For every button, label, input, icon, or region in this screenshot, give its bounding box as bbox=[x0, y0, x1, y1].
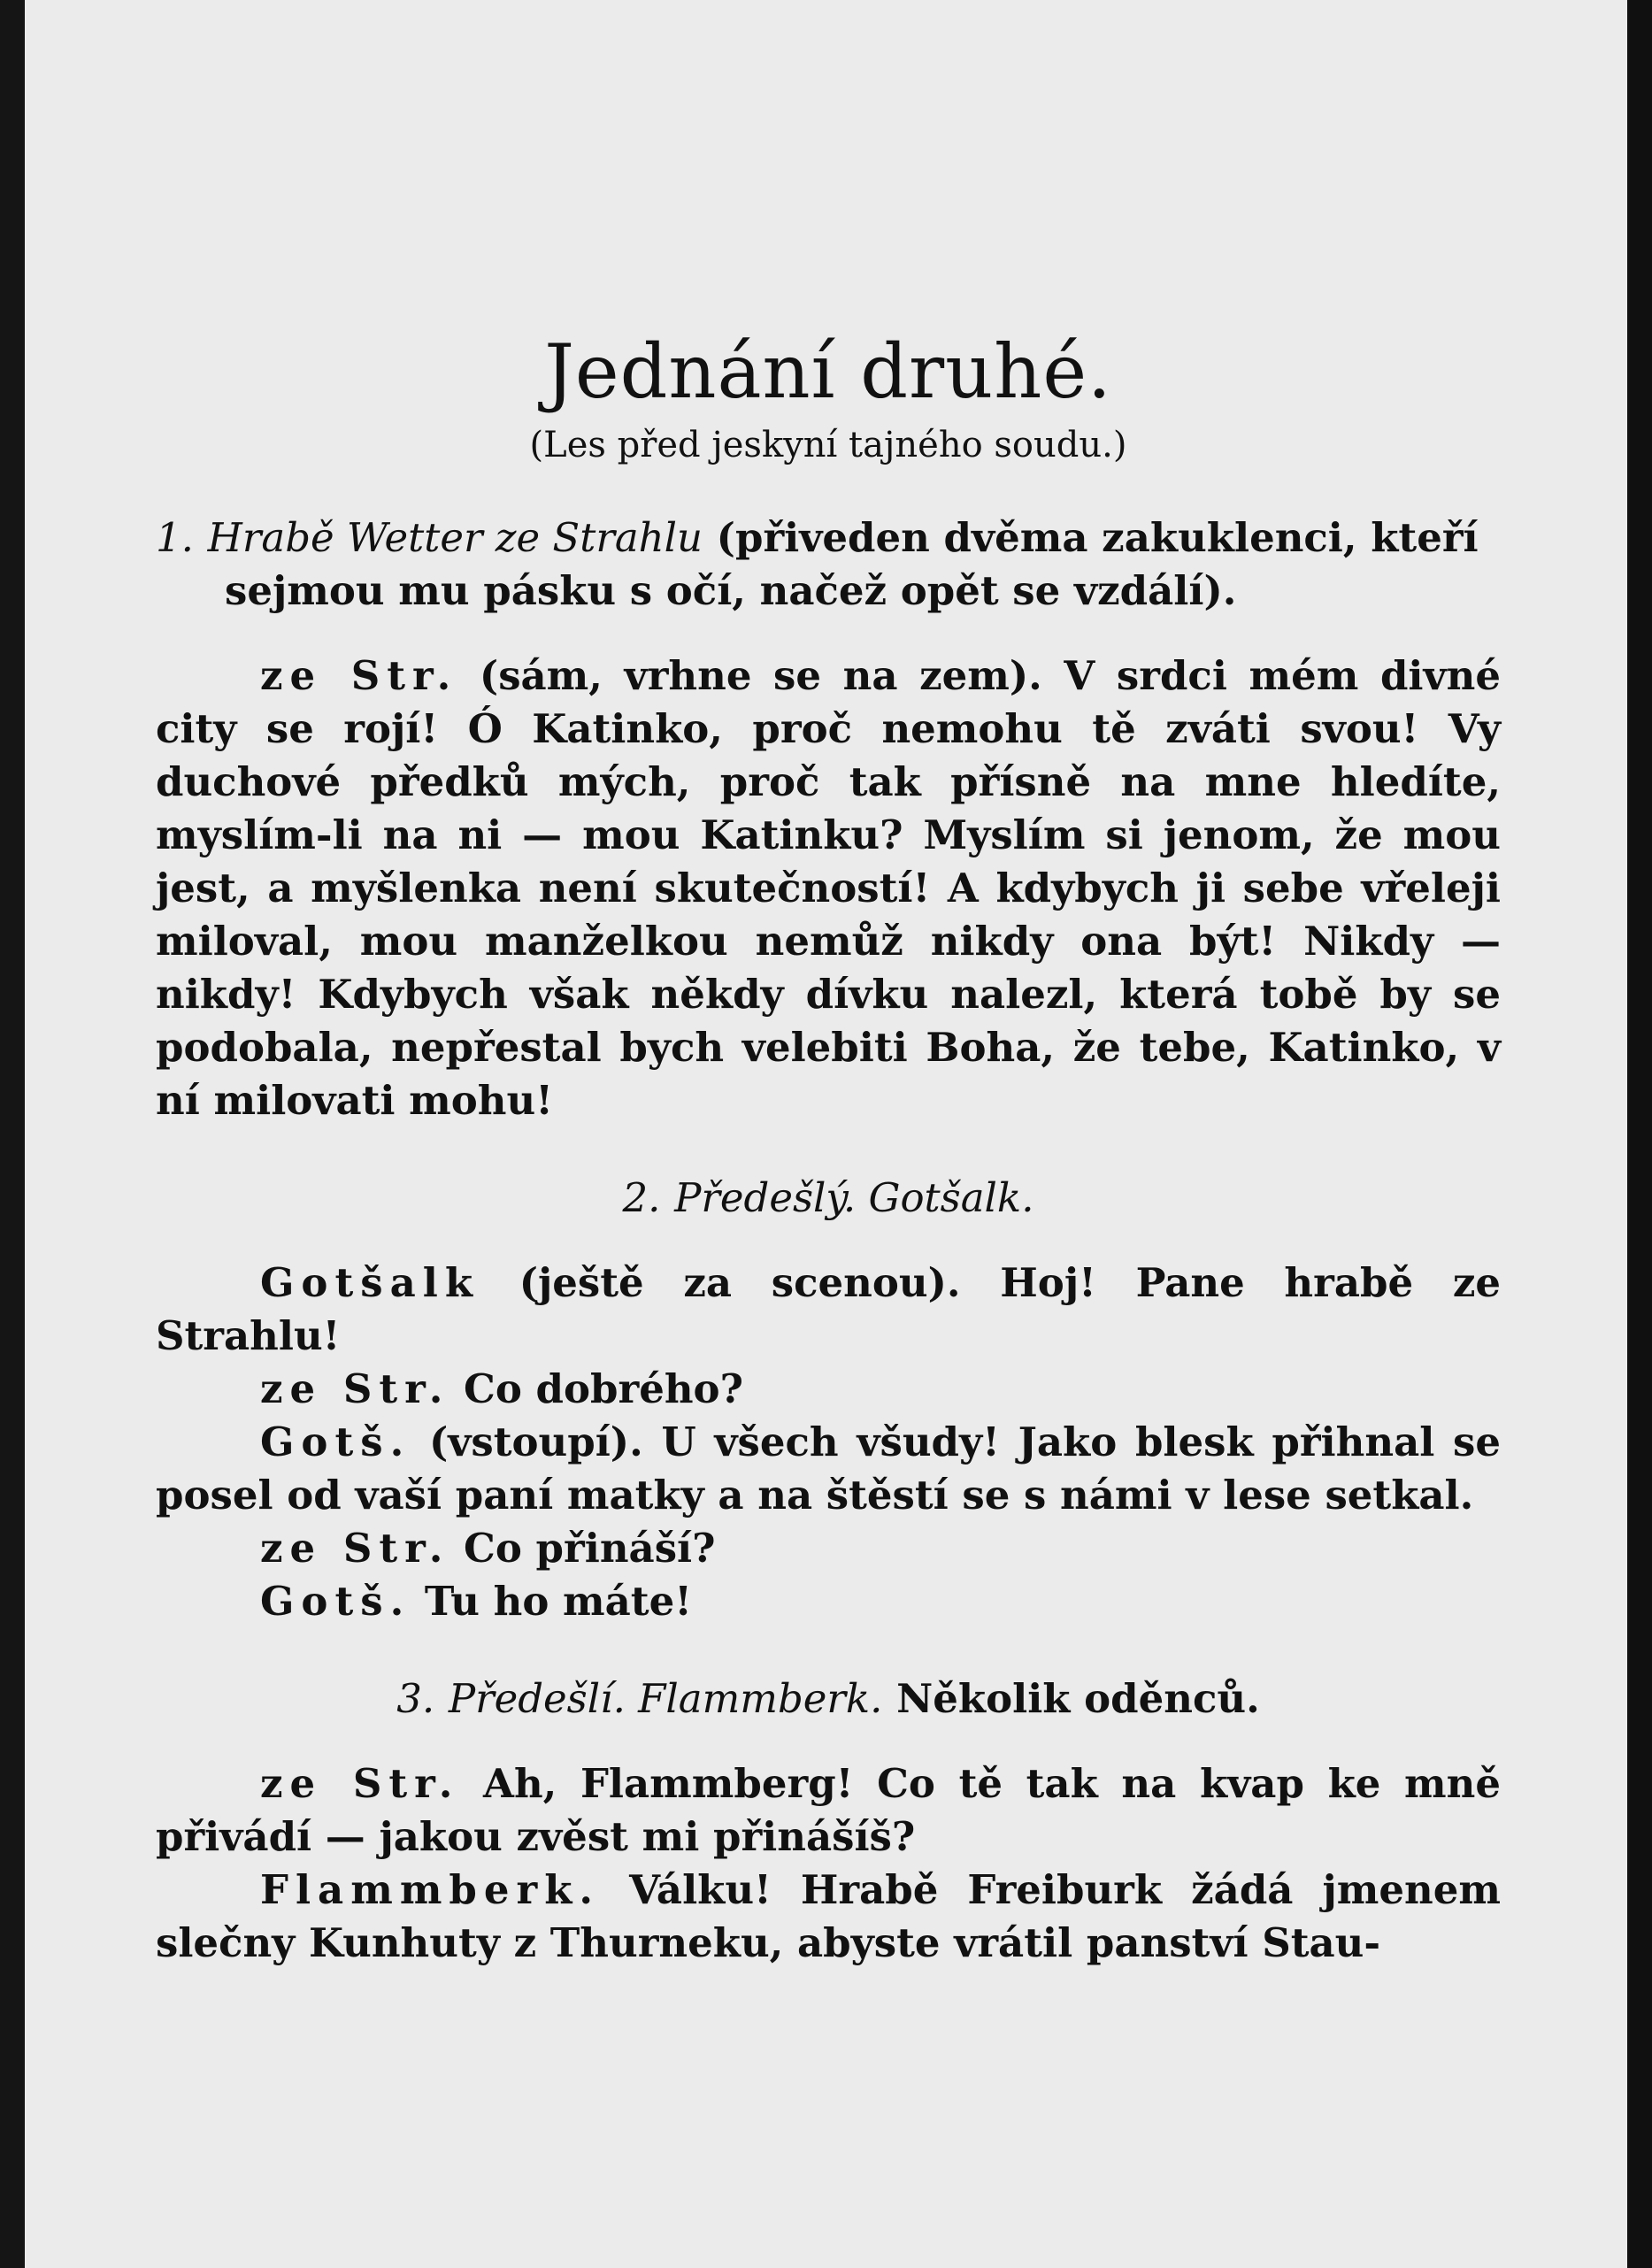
speech bbox=[156, 1575, 1501, 1628]
speech bbox=[156, 1416, 1501, 1522]
speech bbox=[156, 1864, 1501, 1970]
speech bbox=[156, 1257, 1501, 1363]
scene-heading-3 bbox=[156, 1672, 1501, 1726]
scene-heading-2 bbox=[156, 1172, 1501, 1225]
speaker: ze Str. bbox=[260, 1760, 460, 1807]
scene-characters: Předešlí. Flammberk. bbox=[448, 1675, 883, 1722]
speech-text: Co přináší? bbox=[449, 1525, 716, 1572]
speech-text: Co dobrého? bbox=[449, 1365, 743, 1412]
speaker: ze Str. bbox=[260, 1365, 450, 1412]
scene-number: 1. bbox=[156, 514, 194, 561]
book-page bbox=[25, 0, 1627, 2268]
speech-text: Tu ho máte! bbox=[411, 1578, 692, 1625]
scene-characters: Předešlý. Gotšalk. bbox=[674, 1174, 1034, 1221]
scene-number: 2. bbox=[622, 1174, 661, 1221]
scene-heading-1 bbox=[156, 511, 1501, 618]
speech-text: Válku! Hrabě Freiburk žádá jmenem slečny Kunhuty z Thurneku, abyste vrátil panství Stau- bbox=[156, 1866, 1501, 1966]
speaker: Gotš. bbox=[260, 1578, 411, 1625]
speaker: ze Str. bbox=[260, 652, 458, 699]
speaker: ze Str. bbox=[260, 1525, 450, 1572]
speech-text: (vstoupí). U všech všudy! Jako blesk přihnal se posel od vaší paní matky a na štěstí se s námi v lese setkal. bbox=[156, 1418, 1501, 1518]
stage-direction: (přiveden dvěma zakuklenci, kteří sejmou mu pásku s očí, načež opět se vzdálí). bbox=[225, 514, 1479, 614]
scan-border-left bbox=[0, 0, 25, 2268]
speaker: Gotš. bbox=[260, 1418, 411, 1465]
page-content bbox=[156, 327, 1501, 1970]
act-title: Jednání druhé. bbox=[544, 328, 1112, 415]
scene-number: 3. bbox=[396, 1675, 435, 1722]
speech bbox=[156, 1522, 1501, 1575]
scan-border-right bbox=[1627, 0, 1652, 2268]
scene-characters: Hrabě Wetter ze Strahlu bbox=[207, 514, 703, 561]
speech-text: (sám, vrhne se na zem). V srdci mém divné city se rojí! Ó Katinko, proč nemohu tě zváti svou! Vy duchové předků mých, proč tak přísně na mne hledíte, myslím-li na ni — mou Katinku? Myslím si jenom, že mou jest, a myšlenka není skutečností! A kdybych ji sebe vřeleji miloval, mou manželkou nemůž nikdy ona být! Nikdy — nikdy! Kdybych však někdy dívku nalezl, která tobě by se podobala, nepřestal bych velebiti Boha, že tebe, Katinko, v ní milovati mohu! bbox=[156, 652, 1501, 1124]
speech bbox=[156, 1757, 1501, 1864]
speaker: Gotšalk bbox=[260, 1259, 480, 1306]
act-setting: (Les před jeskyní tajného soudu.) bbox=[529, 425, 1127, 465]
speech-text: Ah, Flammberg! Co tě tak na kvap ke mně přivádí — jakou zvěst mi přinášíš? bbox=[156, 1760, 1501, 1860]
speaker: Flammberk. bbox=[260, 1866, 601, 1913]
speech bbox=[156, 1363, 1501, 1416]
speech-text: (ještě za scenou). Hoj! Pane hrabě ze Strahlu! bbox=[156, 1259, 1501, 1359]
scene-extra: Několik oděnců. bbox=[882, 1675, 1260, 1722]
speech bbox=[156, 650, 1501, 1127]
